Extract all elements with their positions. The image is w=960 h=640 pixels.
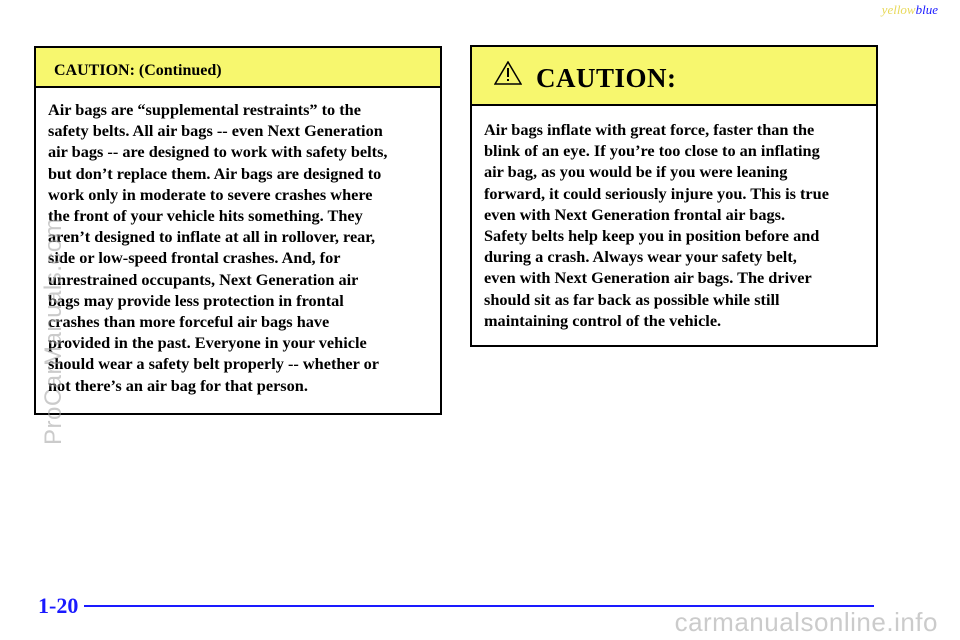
caution-body: Air bags inflate with great force, faster than the blink of an eye. If you’re too close to an inflating air bag, as you would be if you were leaning forward, it could seriously injure you. This is true even with Next Generation frontal air bags. Safety belts help keep you in position before and during a crash. Always wear your safety belt, even with Next Generation air bags. The driver should sit as far back as possible while still maintaining control of the vehicle. (484, 120, 829, 330)
caution-box (470, 45, 878, 347)
caution-continued-body: Air bags are “supplemental restraints” to the safety belts. All air bags -- even Next Generation air bags -- are designed to work with safety belts, but don’t replace them. Air bags are designed to work only in moderate to severe crashes where the front of your vehicle hits something. They aren’t designed to inflate at all in rollover, rear, side or low-speed frontal crashes. And, for unrestrained occupants, Next Generation air bags may provide less protection in frontal crashes than more forceful air bags have provided in the past. Everyone in your vehicle should wear a safety belt properly -- whether or not there’s an air bag for that person. (48, 100, 388, 395)
caution-title: CAUTION: (536, 63, 677, 93)
caution-header (472, 47, 876, 106)
bottom-watermark: carmanualsonline.info (674, 607, 938, 637)
page-number: 1-20 (38, 593, 79, 618)
color-tag-yellow: yellow (881, 2, 916, 17)
color-tag-blue: blue (915, 2, 938, 17)
color-tag (882, 2, 938, 18)
caution-continued-box (34, 46, 442, 415)
caution-continued-title: CAUTION: (Continued) (54, 62, 222, 79)
caution-continued-header (36, 48, 440, 88)
warning-triangle-icon (494, 61, 522, 85)
side-watermark: ProCarManuals.com (40, 217, 67, 445)
